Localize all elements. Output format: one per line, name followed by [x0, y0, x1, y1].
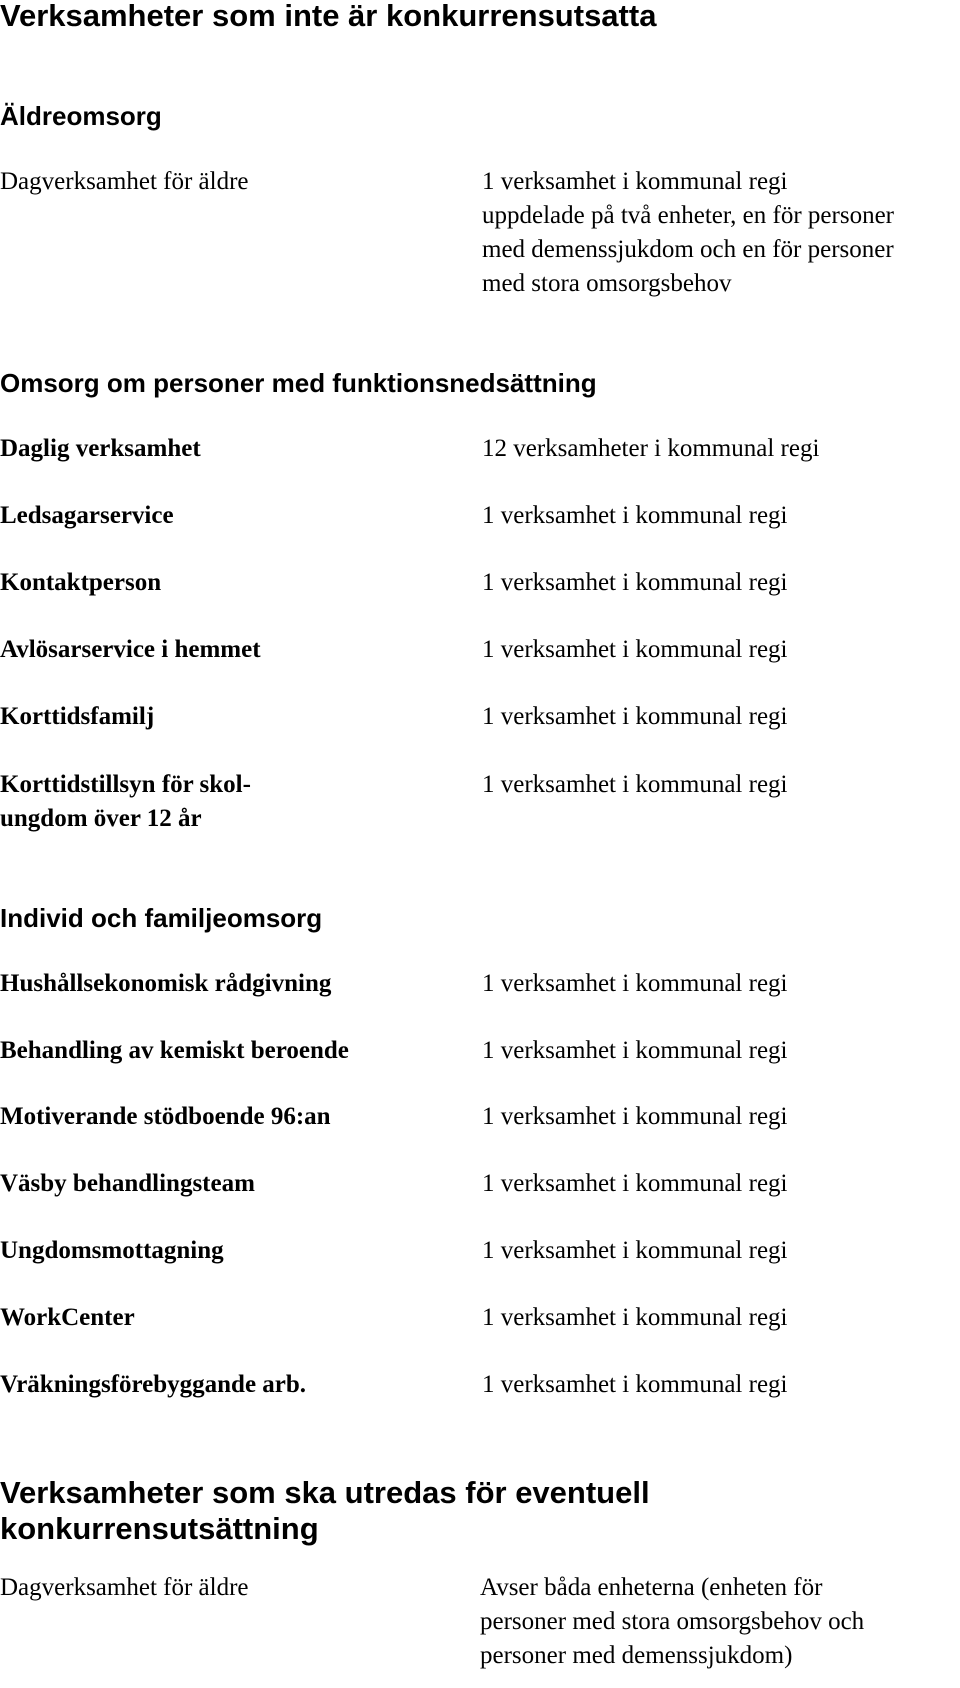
row-label: Korttidsfamilj: [0, 703, 155, 730]
row-label: Kontaktperson: [0, 569, 162, 596]
row-label: Behandling av kemiskt beroende: [0, 1037, 349, 1064]
row-value: 1 verksamhet i kommunal regi: [482, 1103, 788, 1130]
row-value: 1 verksamhet i kommunal regi: [482, 636, 788, 663]
section-heading-aldreomsorg: Äldreomsorg: [0, 101, 162, 131]
row-label: Daglig verksamhet: [0, 435, 201, 462]
row-value: 1 verksamhet i kommunal regi: [482, 1304, 788, 1331]
row-label: Dagverksamhet för äldre: [0, 1574, 249, 1601]
row-value: 1 verksamhet i kommunal regi: [482, 771, 788, 798]
section-heading-individ-familjeomsorg: Individ och familjeomsorg: [0, 903, 323, 933]
row-value: 1 verksamhet i kommunal regi uppdelade på två enheter, en för personer med demenssjukdom och en för personer med stora omsorgsbehov: [482, 168, 894, 297]
row-value: Avser båda enheterna (enheten för personer med stora omsorgsbehov och personer med demenssjukdom): [480, 1574, 865, 1669]
row-label: WorkCenter: [0, 1304, 135, 1331]
row-value: 1 verksamhet i kommunal regi: [482, 502, 788, 529]
row-label: Hushållsekonomisk rådgivning: [0, 970, 332, 997]
row-value: 1 verksamhet i kommunal regi: [482, 569, 788, 596]
row-label: Dagverksamhet för äldre: [0, 168, 249, 195]
row-label: Ungdomsmottagning: [0, 1237, 224, 1264]
row-value: 1 verksamhet i kommunal regi: [482, 703, 788, 730]
page-title: Verksamheter som inte är konkurrensutsatta: [0, 0, 657, 33]
row-value: 1 verksamhet i kommunal regi: [482, 1170, 788, 1197]
row-label: Korttidstillsyn för skol- ungdom över 12 år: [0, 771, 251, 832]
row-value: 1 verksamhet i kommunal regi: [482, 1037, 788, 1064]
row-label: Ledsagarservice: [0, 502, 174, 529]
section-heading-utredas: Verksamheter som ska utredas för eventuell konkurrensutsättning: [0, 1475, 650, 1546]
row-value: 1 verksamhet i kommunal regi: [482, 1371, 788, 1398]
row-label: Motiverande stödboende 96:an: [0, 1103, 331, 1130]
row-value: 1 verksamhet i kommunal regi: [482, 1237, 788, 1264]
row-value: 1 verksamhet i kommunal regi: [482, 970, 788, 997]
section-heading-funktionsnedsattning: Omsorg om personer med funktionsnedsättning: [0, 368, 597, 398]
row-label: Väsby behandlingsteam: [0, 1170, 255, 1197]
row-label: Vräkningsförebyggande arb.: [0, 1371, 307, 1398]
row-value: 12 verksamheter i kommunal regi: [482, 435, 820, 462]
row-label: Avlösarservice i hemmet: [0, 636, 261, 663]
